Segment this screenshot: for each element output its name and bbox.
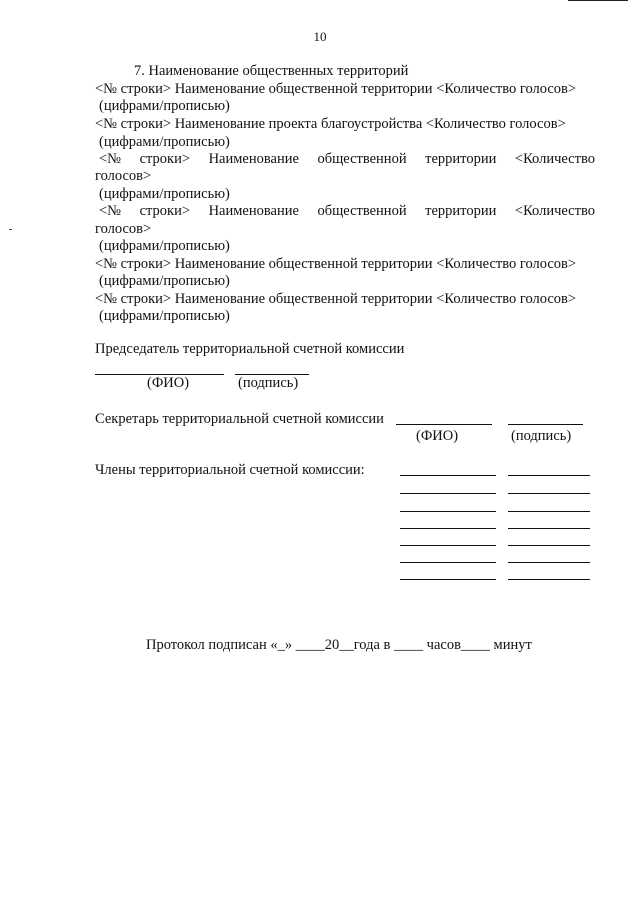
protocol-signed-line: Протокол подписан «_» ____20__года в ____ часов____ минут [146, 637, 532, 653]
member-fio-line [400, 545, 496, 546]
members-label: Члены территориальной счетной комиссии: [95, 462, 365, 478]
top-rule [568, 0, 628, 1]
entry-word: общественной [317, 203, 407, 219]
entry-note: (цифрами/прописью) [99, 98, 230, 114]
member-signature-line [508, 562, 590, 563]
member-signature-line [508, 528, 590, 529]
entry-line: <№ строки> Наименование общественной территории <Количество голосов> [95, 81, 577, 97]
section-heading: 7. Наименование общественных территорий [134, 63, 409, 79]
entry-word: Наименование [208, 203, 299, 219]
member-fio-line [400, 475, 496, 476]
entry-note: (цифрами/прописью) [99, 273, 230, 289]
entry-word: строки> [139, 203, 191, 219]
entry-word: строки> [139, 151, 191, 167]
entry-continuation: голосов> [95, 221, 152, 237]
secretary-fio-line [396, 424, 492, 425]
member-fio-line [400, 493, 496, 494]
entry-word: территории [425, 203, 497, 219]
entry-note: (цифрами/прописью) [99, 238, 230, 254]
chairman-label: Председатель территориальной счетной комиссии [95, 341, 405, 357]
member-signature-line [508, 511, 590, 512]
entry-note: (цифрами/прописью) [99, 308, 230, 324]
entry-word: <№ [99, 203, 122, 219]
scan-mark [9, 229, 12, 230]
entry-note: (цифрами/прописью) [99, 134, 230, 150]
member-fio-line [400, 511, 496, 512]
page-number: 10 [313, 29, 327, 44]
entry-line: <№ строки> Наименование проекта благоустройства <Количество голосов> [95, 116, 566, 132]
member-signature-line [508, 579, 590, 580]
entry-line: <№ строки> Наименование общественной территории <Количество голосов> [95, 256, 577, 272]
entry-continuation: голосов> [95, 168, 152, 184]
entry-word: <№ [99, 151, 122, 167]
entry-word: <Количество [514, 203, 595, 219]
member-fio-line [400, 579, 496, 580]
secretary-fio-caption: (ФИО) [416, 428, 459, 444]
secretary-signature-line [508, 424, 583, 425]
member-signature-line [508, 545, 590, 546]
entry-word: <Количество [514, 151, 595, 167]
member-signature-line [508, 475, 590, 476]
entry-note: (цифрами/прописью) [99, 186, 230, 202]
secretary-label: Секретарь территориальной счетной комиссии [95, 411, 384, 427]
entry-word: территории [425, 151, 497, 167]
entry-word: Наименование [208, 151, 299, 167]
entry-line-justified [99, 150, 595, 168]
secretary-signature-caption: (подпись) [511, 428, 572, 444]
member-fio-line [400, 562, 496, 563]
member-fio-line [400, 528, 496, 529]
member-signature-line [508, 493, 590, 494]
entry-line-justified [99, 202, 595, 220]
chairman-fio-caption: (ФИО) [147, 375, 190, 391]
entry-line: <№ строки> Наименование общественной территории <Количество голосов> [95, 291, 577, 307]
entry-word: общественной [317, 151, 407, 167]
chairman-signature-caption: (подпись) [238, 375, 299, 391]
